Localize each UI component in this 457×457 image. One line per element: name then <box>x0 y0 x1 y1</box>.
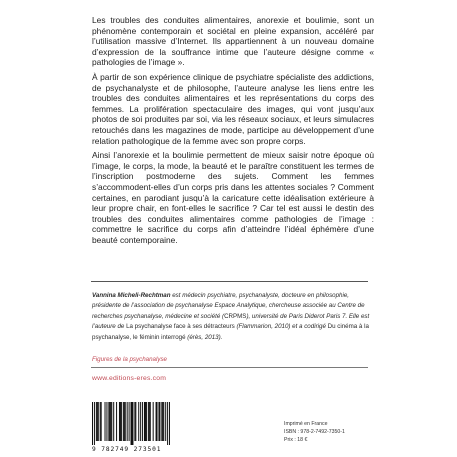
barcode-bar <box>97 402 98 441</box>
barcode-bar <box>110 402 111 441</box>
author-bio-part-1: est médecin psychiatre, psychanalyste, docteure en philosophie, présidente de l’association de psychanalyse Espace Analytique, chercheuse associée au Centre de recherches psychanalyse, médecine et société ( <box>92 292 365 320</box>
barcode-bar <box>120 402 121 441</box>
barcode-bar <box>92 402 93 445</box>
barcode-bar <box>169 402 170 445</box>
barcode-bar <box>142 402 143 441</box>
divider-bottom <box>91 367 368 368</box>
author-book-1: La psychanalyse face à ses détracteurs <box>126 323 235 331</box>
barcode-bar <box>131 402 132 445</box>
author-book-2: Du cinéma à la psychanalyse, le féminin interrogé <box>92 323 369 341</box>
barcode-bar <box>144 402 145 441</box>
blurb-paragraph-1: Les troubles des conduites alimentaires, anorexie et boulimie, sont un phénomène contemporain et sociétal en pleine expansion, accéléré par l’utilisation massive d’Internet. Ils appartiennent à un nouveau domaine d’expression de la souffrance intime que l’auteure désigne comme « pathologies de l’image ». <box>92 15 374 68</box>
divider-top <box>91 281 368 282</box>
barcode-bar <box>116 402 117 441</box>
barcode-bar <box>149 402 150 441</box>
barcode <box>92 402 170 445</box>
barcode-digits: 9 782749 273501 <box>92 446 162 453</box>
barcode-bar <box>165 402 166 441</box>
barcode-bar <box>131 402 132 445</box>
barcode-bar <box>124 402 125 441</box>
barcode-bar <box>123 402 124 441</box>
barcode-bar <box>98 402 99 441</box>
author-bio-part-4: (érès, 2013). <box>185 333 223 341</box>
barcode-bar <box>153 402 154 441</box>
author-bio <box>92 291 372 343</box>
blurb-paragraph-2: À partir de son expérience clinique de psychiatre spécialiste des addictions, de psychanalyste et de philosophe, l’auteure analyse les liens entre les troubles des conduites alimentaires et les représentations du corps des femmes. La prolifération spectaculaire des images, qui vont jusqu’aux photos de soi produites par soi, via les réseaux sociaux, et leurs simulacres retouchés dans les magazines de mode, participe au développement d’une relation pathologique de la femme avec son propre corps. <box>92 71 374 146</box>
barcode-bar <box>157 402 158 441</box>
barcode-bar <box>135 402 136 441</box>
barcode-bar <box>127 402 128 441</box>
price: Prix : 18 € <box>284 437 308 443</box>
barcode-bar <box>96 402 97 441</box>
barcode-bar <box>101 402 102 441</box>
barcode-bar <box>145 402 146 441</box>
barcode-bar <box>134 402 135 441</box>
series-name: Figures de la psychanalyse <box>92 356 167 363</box>
barcode-bar <box>146 402 147 441</box>
isbn: ISBN : 978-2-7492-7350-1 <box>284 429 345 435</box>
barcode-bar <box>113 402 114 441</box>
barcode-bar <box>159 402 160 441</box>
barcode-bar <box>162 402 163 441</box>
barcode-bar <box>156 402 157 441</box>
blurb-text <box>92 15 374 245</box>
barcode-bar <box>119 402 120 441</box>
barcode-bar <box>138 402 139 441</box>
author-bio-part-3: (Flammarion, 2010) et a codirigé <box>234 323 328 331</box>
author-bio-abbr: CRPMS <box>224 312 247 320</box>
barcode-bar <box>125 402 126 441</box>
publisher-website[interactable]: www.editions-eres.com <box>92 375 167 382</box>
barcode-bar <box>105 402 106 441</box>
barcode-bar <box>108 402 109 441</box>
barcode-bar <box>148 402 149 441</box>
barcode-bar <box>100 402 101 441</box>
barcode-bar <box>167 402 168 445</box>
author-name: Vannina Micheli-Rechtman <box>92 292 171 299</box>
barcode-bar <box>106 402 107 441</box>
barcode-bar <box>158 402 159 441</box>
barcode-bar <box>121 402 122 441</box>
barcode-bar <box>132 402 133 445</box>
blurb-paragraph-3: Ainsi l’anorexie et la boulimie permettent de mieux saisir notre époque où l’image, le corps, la mode, la beauté et le paraître constituent les termes de l’inscription postmoderne des sujets. Comment les femmes s’accommodent-elles d’un corps pris dans les attentes sociales ? Comment certaines, en parodiant jusqu’à la caricature cette idéalisation extérieure à leur propre chair, en font-elles le sacrifice ? Car tel est aussi le destin des troubles des conduites alimentaires comme pathologies de l’image : commettre le sacrifice du corps afin d’atteindre l’idéal éphémère d’une beauté contemporaine. <box>92 150 374 245</box>
barcode-bar <box>140 402 141 441</box>
barcode-bar <box>161 402 162 441</box>
barcode-bar <box>150 402 151 441</box>
barcode-bar <box>109 402 110 441</box>
printed-in: Imprimé en France <box>284 421 328 427</box>
barcode-image <box>92 402 170 445</box>
barcode-bar <box>111 402 112 441</box>
book-info <box>284 420 345 444</box>
barcode-bar <box>163 402 164 441</box>
barcode-bar <box>129 402 130 441</box>
author-bio-part-2: ), université de Paris Diderot Paris 7. Elle est l’auteure de <box>92 312 370 331</box>
barcode-bar <box>94 402 95 445</box>
